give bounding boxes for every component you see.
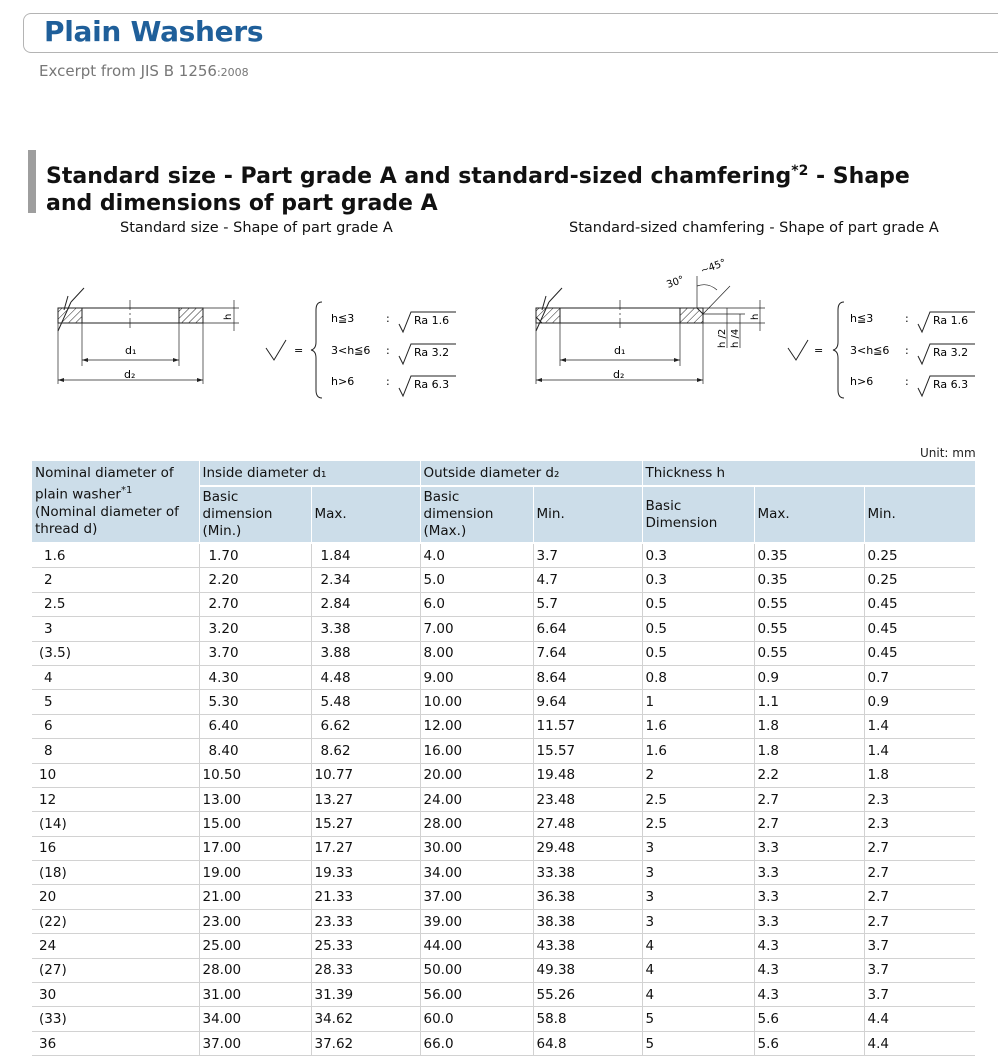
cell-outside-min: 49.38: [533, 958, 642, 982]
cell-nominal: (33): [32, 1007, 199, 1031]
cell-thickness-basic: 2.5: [642, 812, 754, 836]
washer-dimension-table: [32, 461, 975, 1056]
cond-1: h≦3: [850, 312, 874, 325]
cell-inside-basic: 17.00: [199, 836, 311, 860]
cell-thickness-basic: 0.3: [642, 568, 754, 592]
roughness-check-icon: [788, 340, 808, 360]
cell-thickness-min: 0.25: [864, 568, 975, 592]
table-row: [32, 763, 975, 787]
label-d1: d₁: [125, 344, 137, 357]
table-row: [32, 983, 975, 1007]
cell-thickness-min: 0.25: [864, 543, 975, 568]
roughness-check-icon: [266, 340, 286, 360]
colon-3: :: [905, 375, 909, 388]
cell-thickness-basic: 4: [642, 983, 754, 1007]
dimension-lines: [58, 300, 239, 384]
cond-2: 3<h≦6: [331, 344, 371, 357]
brace-icon: [311, 302, 322, 398]
cell-thickness-basic: 2: [642, 763, 754, 787]
cell-thickness-max: 0.55: [754, 641, 864, 665]
table-row: [32, 812, 975, 836]
cell-outside-basic: 6.0: [420, 592, 533, 616]
ra-3: Ra 6.3: [933, 378, 969, 391]
table-row: [32, 1031, 975, 1055]
cell-nominal: (27): [32, 958, 199, 982]
cell-inside-max: 6.62: [311, 714, 420, 738]
cell-outside-basic: 66.0: [420, 1031, 533, 1055]
cell-outside-basic: 28.00: [420, 812, 533, 836]
cell-inside-max: 19.33: [311, 861, 420, 885]
colon-1: :: [386, 312, 390, 325]
cell-inside-max: 23.33: [311, 909, 420, 933]
cell-thickness-max: 0.55: [754, 617, 864, 641]
source-text: Excerpt from JIS B 1256: [39, 62, 217, 80]
cell-inside-basic: 23.00: [199, 909, 311, 933]
label-d1: d₁: [614, 344, 626, 357]
cell-outside-min: 7.64: [533, 641, 642, 665]
table-row: [32, 690, 975, 714]
cell-outside-min: 9.64: [533, 690, 642, 714]
header-thickness-basic: Basic Dimension: [642, 486, 754, 543]
cell-inside-max: 28.33: [311, 958, 420, 982]
cell-outside-min: 27.48: [533, 812, 642, 836]
cell-thickness-basic: 1.6: [642, 714, 754, 738]
cell-outside-basic: 34.00: [420, 861, 533, 885]
label-h: h: [750, 313, 761, 320]
header-outside-diameter: Outside diameter d₂: [420, 461, 642, 486]
cell-nominal: 3: [32, 617, 199, 641]
cell-thickness-min: 3.7: [864, 983, 975, 1007]
header-thickness: Thickness h: [642, 461, 975, 486]
cell-outside-basic: 4.0: [420, 543, 533, 568]
table-row: [32, 714, 975, 738]
cell-thickness-basic: 5: [642, 1007, 754, 1031]
cell-outside-min: 33.38: [533, 861, 642, 885]
cell-thickness-max: 4.3: [754, 958, 864, 982]
cell-inside-basic: 25.00: [199, 934, 311, 958]
cell-outside-basic: 20.00: [420, 763, 533, 787]
ra-1: Ra 1.6: [933, 314, 969, 327]
cell-inside-basic: 19.00: [199, 861, 311, 885]
cond-1: h≦3: [331, 312, 355, 325]
unit-label: Unit: mm: [920, 446, 976, 460]
source-year: :2008: [216, 66, 249, 79]
header-thickness-max: Max.: [754, 486, 864, 543]
cell-thickness-min: 4.4: [864, 1031, 975, 1055]
cell-nominal: 6: [32, 714, 199, 738]
cell-outside-basic: 44.00: [420, 934, 533, 958]
cell-inside-basic: 21.00: [199, 885, 311, 909]
source-note: [39, 62, 249, 80]
cell-outside-min: 6.64: [533, 617, 642, 641]
section-title: [46, 163, 946, 217]
equals-sign: =: [294, 344, 304, 357]
table-body: [32, 543, 975, 1056]
cell-outside-basic: 16.00: [420, 739, 533, 763]
cell-thickness-max: 5.6: [754, 1007, 864, 1031]
table-row: [32, 641, 975, 665]
table-row: [32, 885, 975, 909]
cell-nominal: 30: [32, 983, 199, 1007]
cell-inside-max: 3.38: [311, 617, 420, 641]
page-title: Plain Washers: [44, 15, 264, 48]
cell-thickness-max: 4.3: [754, 934, 864, 958]
section-title-footnote: *2: [791, 163, 809, 179]
cell-outside-basic: 8.00: [420, 641, 533, 665]
cell-inside-basic: 3.70: [199, 641, 311, 665]
cell-inside-basic: 3.20: [199, 617, 311, 641]
cell-nominal: 20: [32, 885, 199, 909]
cell-inside-basic: 37.00: [199, 1031, 311, 1055]
cell-nominal: 16: [32, 836, 199, 860]
cell-thickness-max: 3.3: [754, 885, 864, 909]
cell-outside-min: 58.8: [533, 1007, 642, 1031]
label-angle-45: ~45°: [699, 257, 728, 277]
cell-outside-basic: 24.00: [420, 787, 533, 811]
cell-inside-max: 8.62: [311, 739, 420, 763]
cell-inside-max: 25.33: [311, 934, 420, 958]
ra-3: Ra 6.3: [414, 378, 450, 391]
cell-thickness-max: 2.7: [754, 812, 864, 836]
cell-thickness-basic: 2.5: [642, 787, 754, 811]
cell-thickness-basic: 3: [642, 836, 754, 860]
cell-thickness-max: 2.7: [754, 787, 864, 811]
cell-thickness-max: 0.35: [754, 543, 864, 568]
cell-inside-basic: 15.00: [199, 812, 311, 836]
cell-inside-max: 21.33: [311, 885, 420, 909]
cell-thickness-basic: 0.5: [642, 617, 754, 641]
table-row: [32, 592, 975, 616]
colon-1: :: [905, 312, 909, 325]
cell-outside-min: 15.57: [533, 739, 642, 763]
cell-inside-max: 2.34: [311, 568, 420, 592]
table-row: [32, 739, 975, 763]
cell-nominal: 2.5: [32, 592, 199, 616]
cell-thickness-basic: 0.5: [642, 592, 754, 616]
section-title-part1: Standard size - Part grade A and standard-sized chamfering: [46, 164, 792, 189]
cell-thickness-min: 2.7: [864, 861, 975, 885]
cell-outside-min: 43.38: [533, 934, 642, 958]
cell-outside-basic: 37.00: [420, 885, 533, 909]
cell-inside-max: 5.48: [311, 690, 420, 714]
cell-inside-basic: 13.00: [199, 787, 311, 811]
section-title-part2: - Shape and dimensions of part grade A: [46, 164, 910, 216]
cell-thickness-basic: 3: [642, 909, 754, 933]
table-row: [32, 934, 975, 958]
header-nominal-text: Nominal diameter of plain washer: [35, 465, 174, 503]
cell-inside-max: 1.84: [311, 543, 420, 568]
table-row: [32, 958, 975, 982]
cell-inside-max: 4.48: [311, 665, 420, 689]
caption-standard-size: Standard size - Shape of part grade A: [120, 220, 393, 236]
cell-thickness-min: 4.4: [864, 1007, 975, 1031]
cell-thickness-min: 2.7: [864, 909, 975, 933]
table-row: [32, 909, 975, 933]
cell-outside-min: 23.48: [533, 787, 642, 811]
header-outside-min: Min.: [533, 486, 642, 543]
cell-inside-basic: 4.30: [199, 665, 311, 689]
cell-outside-min: 4.7: [533, 568, 642, 592]
cell-thickness-min: 1.8: [864, 763, 975, 787]
cell-outside-basic: 7.00: [420, 617, 533, 641]
cell-thickness-min: 0.9: [864, 690, 975, 714]
cell-nominal: 36: [32, 1031, 199, 1055]
label-h-quarter: h /4: [730, 328, 741, 348]
cell-thickness-max: 3.3: [754, 861, 864, 885]
cell-inside-basic: 10.50: [199, 763, 311, 787]
cell-outside-basic: 56.00: [420, 983, 533, 1007]
table-row: [32, 787, 975, 811]
cell-thickness-max: 3.3: [754, 836, 864, 860]
cond-2: 3<h≦6: [850, 344, 890, 357]
cell-outside-min: 38.38: [533, 909, 642, 933]
cell-thickness-basic: 0.8: [642, 665, 754, 689]
table-row: [32, 1007, 975, 1031]
cell-inside-basic: 34.00: [199, 1007, 311, 1031]
table-row: [32, 617, 975, 641]
header-outside-basic: Basic dimension (Max.): [420, 486, 533, 543]
cell-inside-basic: 2.70: [199, 592, 311, 616]
cell-thickness-max: 1.1: [754, 690, 864, 714]
cell-outside-basic: 39.00: [420, 909, 533, 933]
cell-nominal: 2: [32, 568, 199, 592]
cell-thickness-min: 1.4: [864, 739, 975, 763]
colon-3: :: [386, 375, 390, 388]
colon-2: :: [905, 344, 909, 357]
cell-outside-basic: 5.0: [420, 568, 533, 592]
cell-thickness-basic: 4: [642, 934, 754, 958]
cell-inside-basic: 5.30: [199, 690, 311, 714]
header-nominal-footnote: *1: [120, 485, 133, 497]
label-h-half: h /2: [717, 328, 728, 348]
cell-thickness-min: 2.3: [864, 812, 975, 836]
cell-thickness-max: 0.9: [754, 665, 864, 689]
table-row: [32, 568, 975, 592]
cell-nominal: (22): [32, 909, 199, 933]
cell-inside-basic: 8.40: [199, 739, 311, 763]
header-inside-diameter: Inside diameter d₁: [199, 461, 420, 486]
cell-thickness-min: 0.7: [864, 665, 975, 689]
cell-thickness-min: 2.3: [864, 787, 975, 811]
header-thickness-min: Min.: [864, 486, 975, 543]
ra-2: Ra 3.2: [933, 346, 969, 359]
cell-thickness-basic: 1.6: [642, 739, 754, 763]
cell-nominal: 12: [32, 787, 199, 811]
cell-thickness-max: 0.55: [754, 592, 864, 616]
cell-inside-max: 37.62: [311, 1031, 420, 1055]
washer-drawing-chamfered: [520, 256, 990, 416]
cell-thickness-max: 4.3: [754, 983, 864, 1007]
cell-nominal: 10: [32, 763, 199, 787]
cell-nominal: 4: [32, 665, 199, 689]
cell-thickness-min: 1.4: [864, 714, 975, 738]
section-accent-bar: [28, 150, 36, 213]
label-d2: d₂: [613, 368, 625, 381]
cell-thickness-max: 1.8: [754, 714, 864, 738]
ra-2: Ra 3.2: [414, 346, 450, 359]
cell-thickness-basic: 3: [642, 861, 754, 885]
cell-inside-max: 10.77: [311, 763, 420, 787]
cell-outside-basic: 10.00: [420, 690, 533, 714]
cell-thickness-max: 1.8: [754, 739, 864, 763]
cell-thickness-min: 0.45: [864, 641, 975, 665]
cell-thickness-min: 0.45: [864, 592, 975, 616]
cell-outside-basic: 60.0: [420, 1007, 533, 1031]
washer-cross-section: [536, 300, 703, 331]
header-nominal: [32, 461, 199, 543]
caption-chamfering: Standard-sized chamfering - Shape of part grade A: [569, 220, 939, 236]
equals-sign: =: [814, 344, 824, 357]
cell-thickness-min: 2.7: [864, 836, 975, 860]
header-inside-basic: Basic dimension (Min.): [199, 486, 311, 543]
cell-outside-basic: 30.00: [420, 836, 533, 860]
ra-1: Ra 1.6: [414, 314, 450, 327]
cell-thickness-basic: 0.3: [642, 543, 754, 568]
cell-nominal: (18): [32, 861, 199, 885]
cell-thickness-basic: 3: [642, 885, 754, 909]
cell-nominal: (14): [32, 812, 199, 836]
colon-2: :: [386, 344, 390, 357]
cell-outside-min: 55.26: [533, 983, 642, 1007]
cell-inside-basic: 2.20: [199, 568, 311, 592]
cell-inside-max: 13.27: [311, 787, 420, 811]
cell-thickness-max: 3.3: [754, 909, 864, 933]
cell-inside-basic: 28.00: [199, 958, 311, 982]
cell-outside-min: 29.48: [533, 836, 642, 860]
roughness-conditions: [331, 312, 456, 396]
table-row: [32, 665, 975, 689]
cell-inside-max: 17.27: [311, 836, 420, 860]
cell-nominal: 8: [32, 739, 199, 763]
washer-drawing-standard: [36, 256, 476, 416]
cell-outside-basic: 50.00: [420, 958, 533, 982]
cond-3: h>6: [850, 375, 874, 388]
table-row: [32, 543, 975, 568]
label-d2: d₂: [124, 368, 136, 381]
washer-cross-section: [58, 300, 203, 331]
cell-outside-min: 19.48: [533, 763, 642, 787]
cell-thickness-max: 0.35: [754, 568, 864, 592]
cell-inside-max: 2.84: [311, 592, 420, 616]
cell-outside-min: 8.64: [533, 665, 642, 689]
cell-inside-max: 3.88: [311, 641, 420, 665]
cell-thickness-min: 3.7: [864, 958, 975, 982]
cell-inside-basic: 6.40: [199, 714, 311, 738]
cond-3: h>6: [331, 375, 355, 388]
cell-thickness-basic: 5: [642, 1031, 754, 1055]
cell-inside-max: 15.27: [311, 812, 420, 836]
cell-inside-max: 31.39: [311, 983, 420, 1007]
cell-outside-min: 64.8: [533, 1031, 642, 1055]
cell-inside-basic: 1.70: [199, 543, 311, 568]
brace-icon: [833, 302, 844, 398]
cell-thickness-basic: 0.5: [642, 641, 754, 665]
cell-inside-basic: 31.00: [199, 983, 311, 1007]
cell-outside-min: 3.7: [533, 543, 642, 568]
label-angle-30: 30°: [665, 274, 686, 291]
cell-outside-basic: 12.00: [420, 714, 533, 738]
cell-thickness-max: 5.6: [754, 1031, 864, 1055]
header-inside-max: Max.: [311, 486, 420, 543]
cell-outside-basic: 9.00: [420, 665, 533, 689]
cell-nominal: 24: [32, 934, 199, 958]
cell-thickness-min: 2.7: [864, 885, 975, 909]
cell-inside-max: 34.62: [311, 1007, 420, 1031]
cell-nominal: 1.6: [32, 543, 199, 568]
roughness-conditions: [850, 312, 975, 396]
cell-thickness-max: 2.2: [754, 763, 864, 787]
cell-nominal: 5: [32, 690, 199, 714]
cell-thickness-basic: 4: [642, 958, 754, 982]
cell-thickness-min: 0.45: [864, 617, 975, 641]
table-row: [32, 861, 975, 885]
cell-outside-min: 11.57: [533, 714, 642, 738]
cell-outside-min: 5.7: [533, 592, 642, 616]
cell-outside-min: 36.38: [533, 885, 642, 909]
cell-nominal: (3.5): [32, 641, 199, 665]
cell-thickness-basic: 1: [642, 690, 754, 714]
cell-thickness-min: 3.7: [864, 934, 975, 958]
table-row: [32, 836, 975, 860]
header-nominal-text-2: (Nominal diameter of thread d): [35, 503, 179, 537]
label-h: h: [223, 313, 234, 320]
